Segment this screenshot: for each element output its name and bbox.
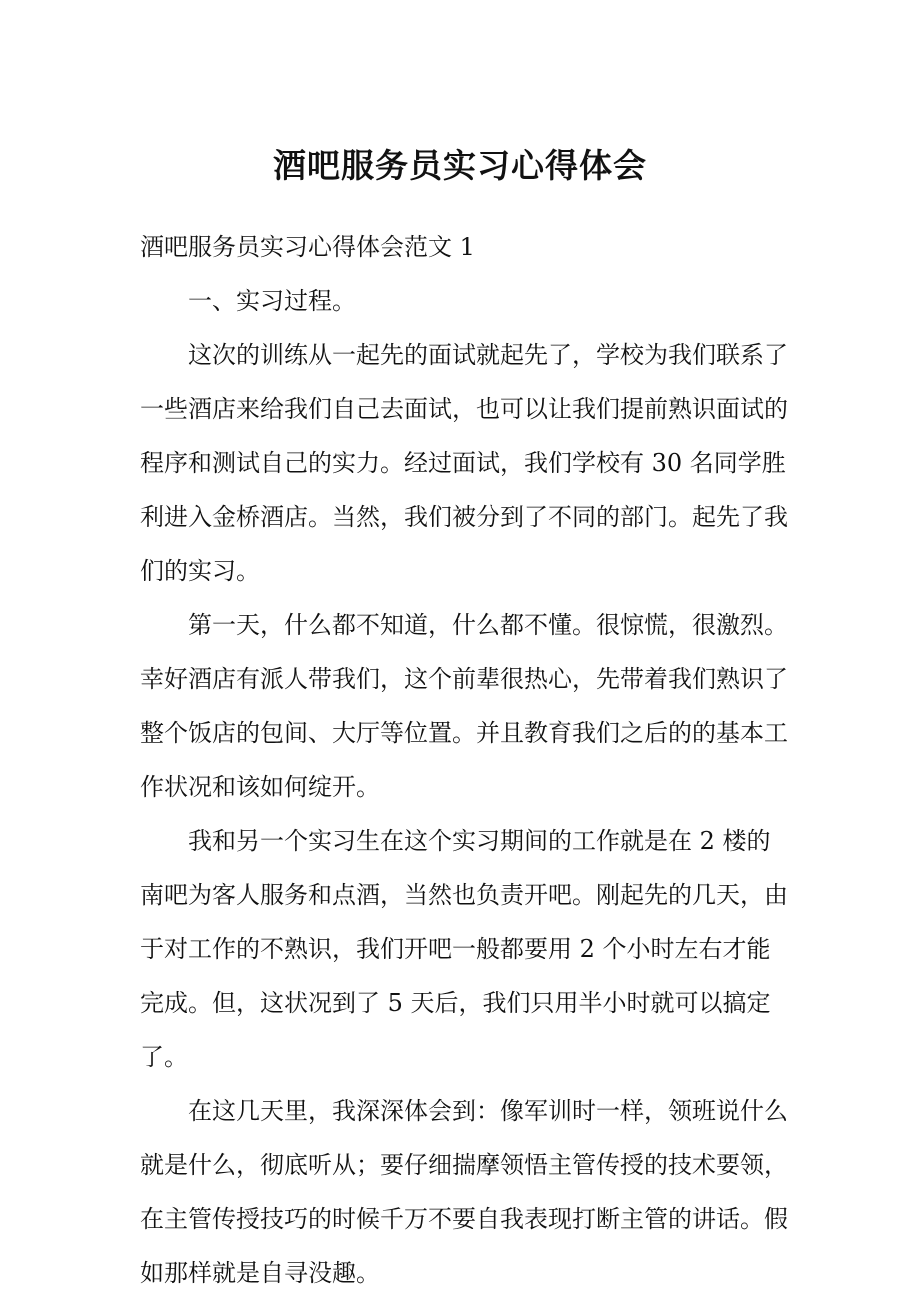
body-paragraph: 在这几天里，我深深体会到：像军训时一样，领班说什么就是什么，彻底听从；要仔细揣摩领悟主管传授的技术要领，在主管传授技巧的时候千万不要自我表现打断主管的讲话。假如那样就是自寻没趣。 — [140, 1097, 788, 1287]
body-paragraph: 我和另一个实习生在这个实习期间的工作就是在 2 楼的南吧为客人服务和点酒，当然也负责开吧。刚起先的几天，由于对工作的不熟识，我们开吧一般都要用 2 个小时左右才能完成。但，这状况到了 5 天后，我们只用半小时就可以搞定了。 — [140, 827, 788, 1071]
document-body — [140, 220, 790, 1300]
body-paragraph: 这次的训练从一起先的面试就起先了，学校为我们联系了一些酒店来给我们自己去面试，也可以让我们提前熟识面试的程序和测试自己的实力。经过面试，我们学校有 30 名同学胜利进入金桥酒店。当然，我们被分到了不同的部门。起先了我们的实习。 — [140, 341, 788, 585]
section-heading: 一、实习过程。 — [188, 287, 356, 315]
document-title: 酒吧服务员实习心得体会 — [273, 146, 647, 185]
body-paragraph: 第一天，什么都不知道，什么都不懂。很惊慌，很激烈。幸好酒店有派人带我们，这个前辈很热心，先带着我们熟识了整个饭店的包间、大厅等位置。并且教育我们之后的的基本工作状况和该如何绽开。 — [140, 611, 788, 801]
document-subtitle: 酒吧服务员实习心得体会范文 1 — [140, 233, 475, 261]
